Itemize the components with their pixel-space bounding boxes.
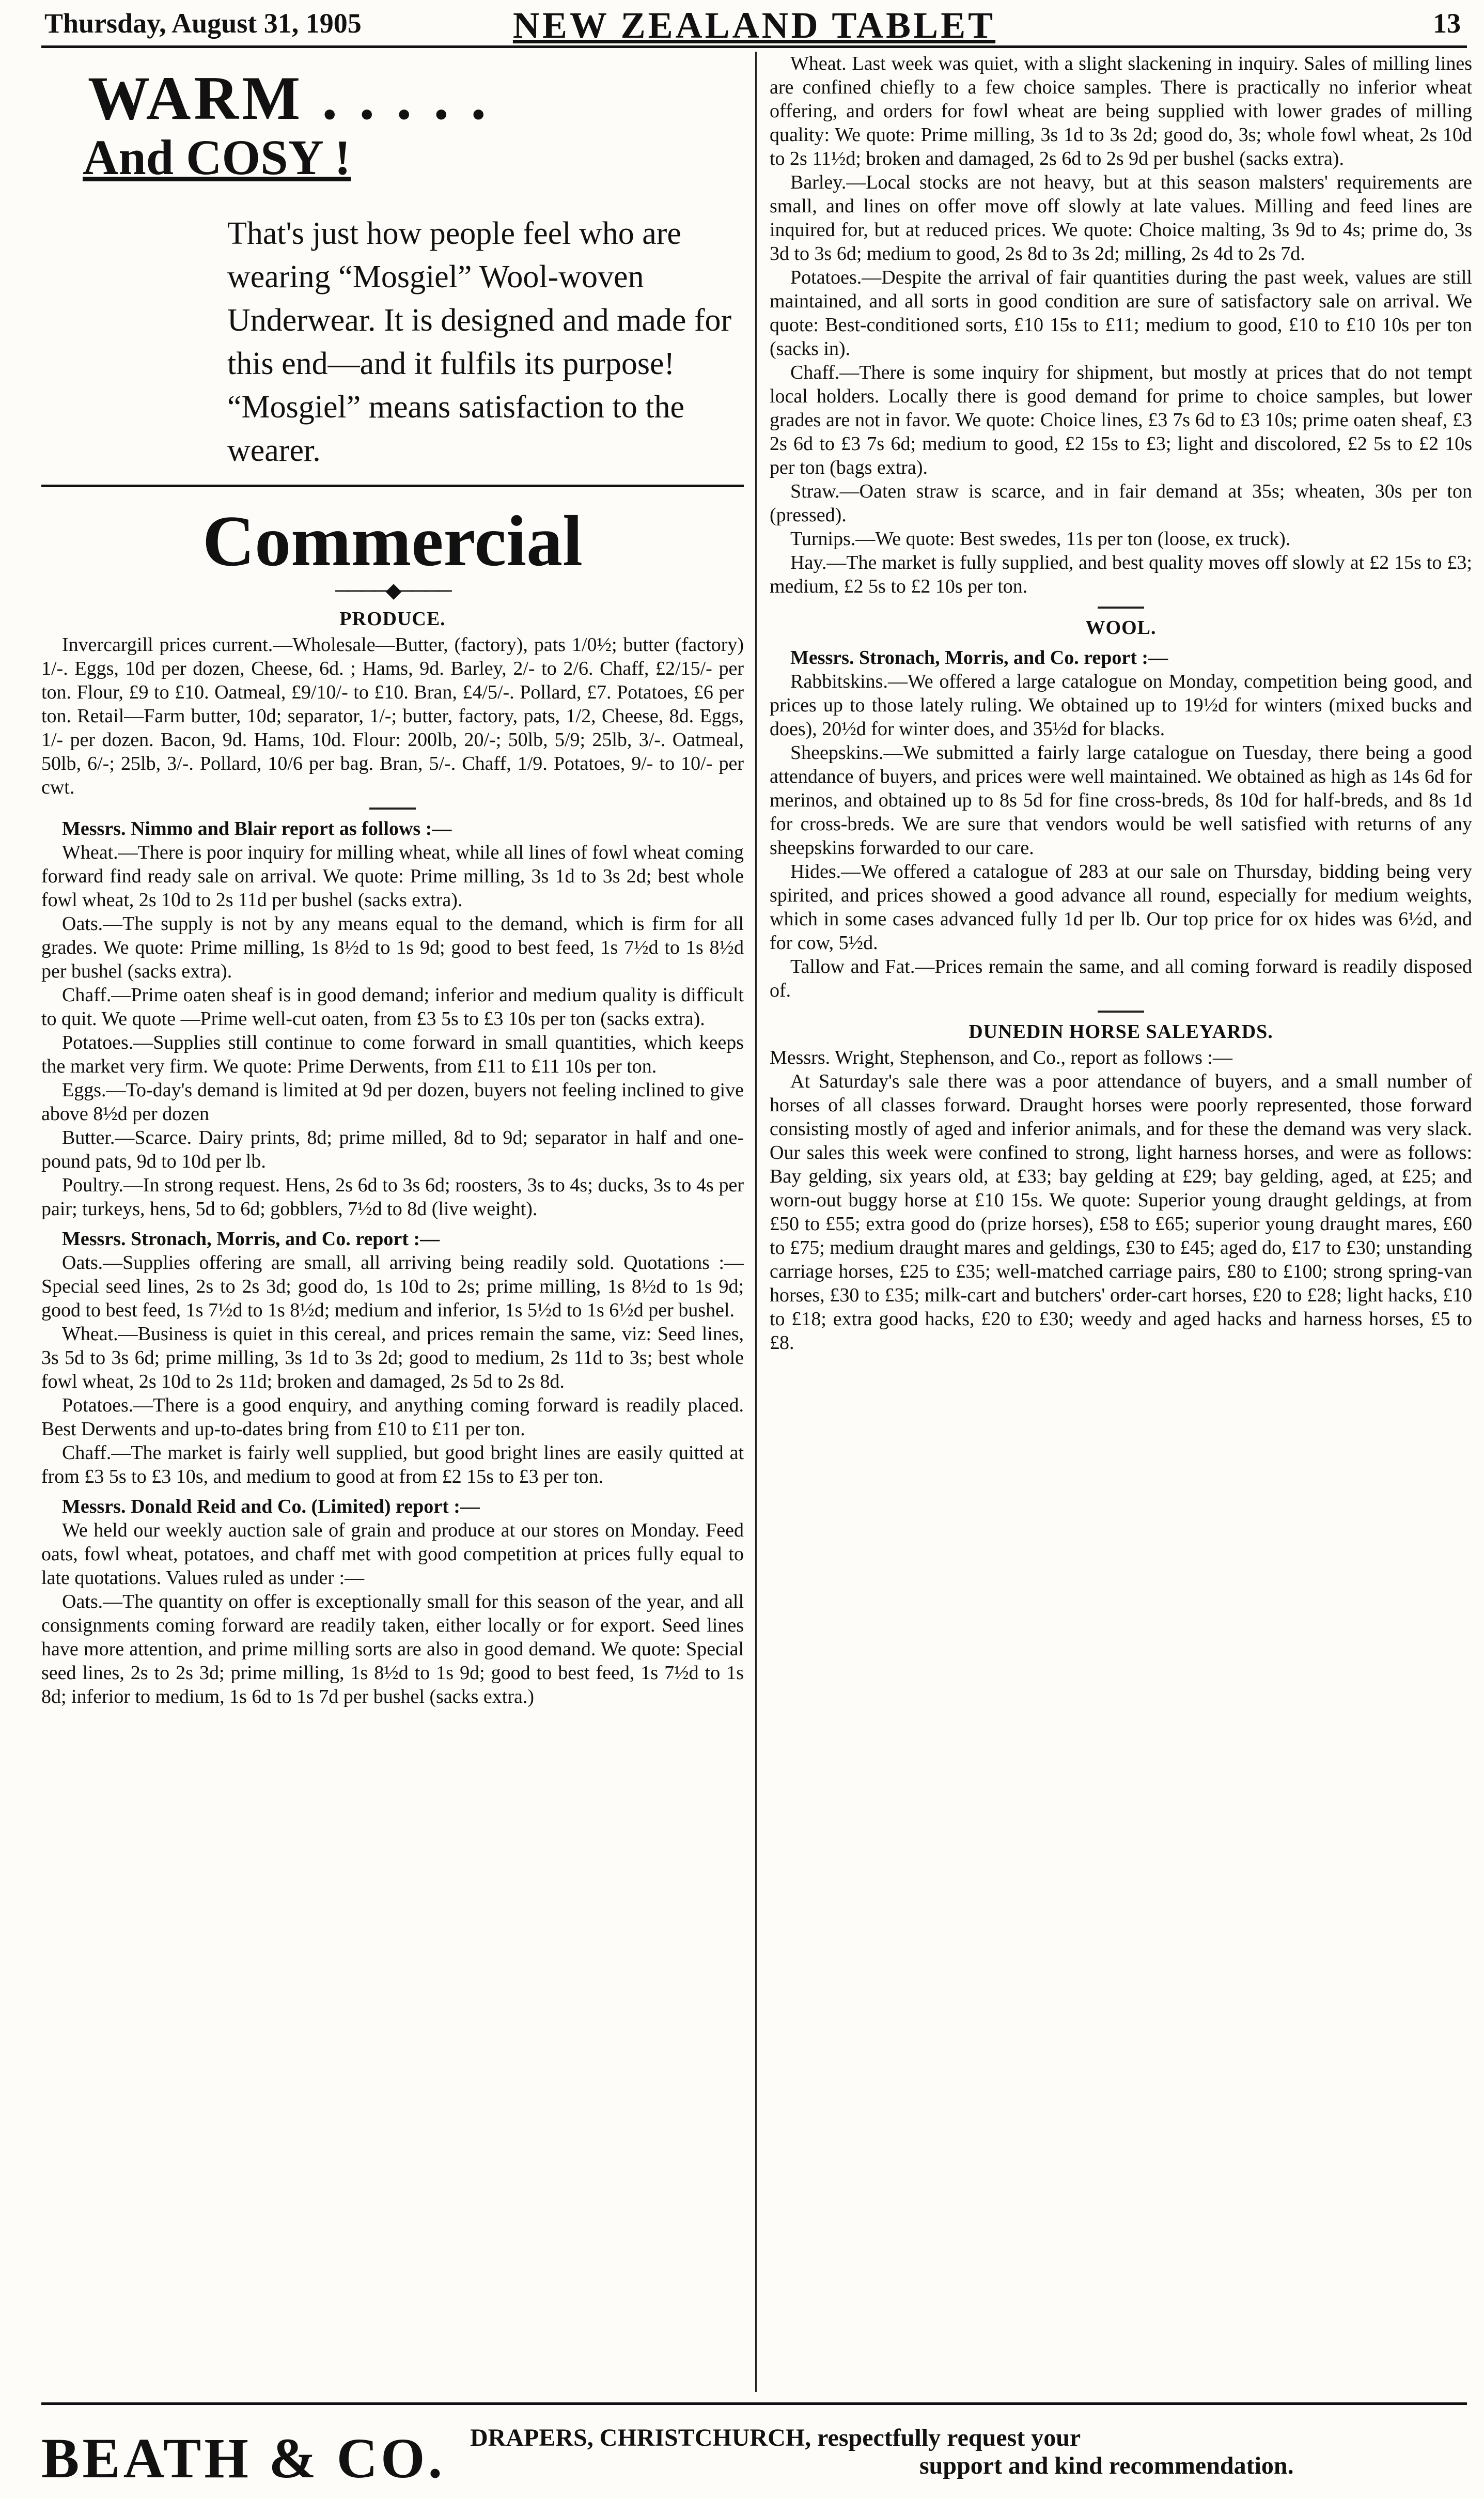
nimmo-paragraph: Butter.—Scarce. Dairy prints, 8d; prime milled, 8d to 9d; separator in half and one-pound pats, 9d to 10d per lb. (41, 1127, 744, 1172)
reid-paragraph: Oats.—The quantity on offer is exceptionally small for this season of the year, and all consignments coming forward are readily taken, either locally or for export. Seed lines have more attention, and prime milling sorts are also in good demand. We quote: Special seed lines, 2s to 2s 3d; prime milling, 1s 8½d to 1s 9d; good to best feed, 1s 7½d to 1s 8d; inferior to medium, 1s 6d to 1s 7d per bushel (sacks extra.) (41, 1591, 744, 1708)
advertiser-line-1: DRAPERS, CHRISTCHURCH, respectfully request your (470, 2424, 1081, 2451)
nimmo-paragraph: Poultry.—In strong request. Hens, 2s 6d to 3s 6d; roosters, 3s to 4s; ducks, 3s to 4s per pair; turkeys, hens, 5d to 6d; gobblers, 7½d to 8d (live weight). (41, 1174, 744, 1220)
column-divider (755, 52, 757, 2392)
issue-date: Thursday, August 31, 1905 (44, 8, 362, 39)
page-header (41, 4, 1467, 48)
nimmo-paragraph: Potatoes.—Supplies still continue to come forward in small quantities, which keeps the market very firm. We quote: Prime Derwents, from £11 to £11 10s per ton. (41, 1032, 744, 1077)
reid-report-title: Messrs. Donald Reid and Co. (Limited) report :— (62, 1496, 480, 1517)
short-rule (369, 808, 416, 810)
nimmo-paragraph: Oats.—The supply is not by any means equal to the demand, which is firm for all grades. We quote: Prime milling, 1s 8½d to 1s 9d; good to best feed, 1s 7½d to 1s 8½d per bushel (sacks extra). (41, 913, 744, 982)
wool-report-title: Messrs. Stronach, Morris, and Co. report :— (790, 647, 1168, 669)
horse-saleyards-heading: DUNEDIN HORSE SALEYARDS. (968, 1021, 1273, 1043)
section-title: Commercial (202, 501, 583, 581)
nimmo-paragraph: Eggs.—To-day's demand is limited at 9d per dozen, buyers not feeling inclined to give above 8½d per dozen (41, 1079, 744, 1125)
stronach-grain-paragraph: Oats.—Supplies offering are small, all arriving being readily sold. Quotations :—Special seed lines, 2s to 2s 3d; good do, 1s 10d to 2s; prime milling, 1s 8½d to 1s 9d; good to best feed, 1s 7½d to 1s 8½d; medium and inferior, 1s 5½d to 1s 6½d per bushel. (41, 1252, 744, 1321)
wool-paragraph: Sheepskins.—We submitted a fairly large catalogue on Tuesday, there being a good attendance of buyers, and prices were well maintained. We obtained as high as 14s 6d for merinos, and obtained up to 8s 5d for fine cross-breds, 8s 10d for half-breds, and 8s 1d for cross-breds. We are sure that vendors would be well satisfied with returns of any sheepskins forwarded to our care. (770, 742, 1472, 859)
horse-report-title: Messrs. Wright, Stephenson, and Co., report as follows :— (770, 1047, 1232, 1068)
footer-advertisement (41, 2402, 1467, 2498)
nimmo-paragraph: Wheat.—There is poor inquiry for milling wheat, while all lines of fowl wheat coming forward find ready sale on arrival. We quote: Prime milling, 3s 1d to 3s 2d; best whole fowl wheat, 2s 10d to 2s 11d per bushel (sacks extra). (41, 842, 744, 911)
reid-paragraph: Wheat. Last week was quiet, with a slight slackening in inquiry. Sales of milling lines are confined chiefly to a few choice samples. There is practically no inferior wheat offering, and orders for fowl wheat are being supplied with lower grades of milling quality: We quote: Prime milling, 3s 1d to 3s 2d; good do, 3s; whole fowl wheat, 2s 10d to 2s 11½d; broken and damaged, 2s 6d to 2s 9d per bushel (sacks extra). (770, 53, 1472, 169)
nimmo-paragraph: Chaff.—Prime oaten sheaf is in good demand; inferior and medium quality is difficult to quit. We quote —Prime well-cut oaten, from £3 5s to £3 10s per ton (sacks extra). (41, 984, 744, 1030)
reid-paragraph: Turnips.—We quote: Best swedes, 11s per ton (loose, ex truck). (790, 528, 1291, 550)
wool-paragraph: Hides.—We offered a catalogue of 283 at our sale on Thursday, bidding being very spirited, and prices showed a good advance all round, especially for medium weights, which in some cases advanced fully 1d per lb. Our top price for ox hides was 6½d, and for cow, 5½d. (770, 861, 1472, 954)
reid-paragraph: We held our weekly auction sale of grain and produce at our stores on Monday. Feed oats, fowl wheat, potatoes, and chaff met with good competition at prices fully equal to late quotations. Values ruled as under :— (41, 1519, 744, 1589)
ad-body: That's just how people feel who are wearing “Mosgiel” Wool-woven Underwear. It is designed and made for this end—and it fulfils its purpose! “Mosgiel” means satisfaction to the wearer. (227, 216, 732, 468)
reid-paragraph: Potatoes.—Despite the arrival of fair quantities during the past week, values are still maintained, and all sorts in good condition are sure of satisfactory sale on arrival. We quote: Best-conditioned sorts, £10 15s to £11; medium to good, £10 to £10 10s per ton (sacks in). (770, 267, 1472, 360)
ad-headline-cosy: And COSY ! (83, 130, 351, 185)
wool-paragraph: Rabbitskins.—We offered a large catalogue on Monday, competition being good, and prices up to those lately ruling. We obtained up to 19½d for winters (mixed bucks and does), 20½d for winter does, and 35½d for blacks. (770, 671, 1472, 740)
page-number: 13 (1433, 8, 1461, 39)
mosgiel-advertisement (41, 64, 744, 487)
produce-heading: PRODUCE. (339, 608, 446, 630)
horse-paragraph: At Saturday's sale there was a poor attendance of buyers, and a small number of horses of all classes forward. Draught horses were poorly represented, those forward consisting mostly of aged and inferior animals, and for these the demand was very slack. Our sales this week were confined to strong, light harness horses, and were as follows: Bay gelding, six years old, at £33; bay gelding at £29; bay gelding, aged, at £25; and worn-out buggy horse at £10 15s. We quote: Superior young draught geldings, at from £50 to £55; extra good do (prize horses), £58 to £65; superior young draught mares, £60 to £75; medium draught mares and geldings, £30 to £45; aged do, £17 to £30; unstanding carriage horses, £25 to £35; well-matched carriage pairs, £80 to £100; strong spring-van horses, £30 to £35; milk-cart and butchers' order-cart horses, £20 to £28; light hacks, £10 to £18; extra good hacks, £20 to £30; weedy and aged hacks and harness horses, £5 to £8. (770, 1070, 1472, 1354)
ad-headline-warm: WARM . . . . . (88, 64, 490, 132)
wool-paragraph: Tallow and Fat.—Prices remain the same, and all coming forward is readily disposed of. (770, 956, 1472, 1001)
stronach-grain-paragraph: Chaff.—The market is fairly well supplied, but good bright lines are easily quitted at from £3 5s to £3 10s, and medium to good at from £2 15s to £3 per ton. (41, 1442, 744, 1487)
short-rule (1098, 607, 1144, 609)
advertiser-name: BEATH & CO. (41, 2427, 446, 2490)
stronach-grain-paragraph: Potatoes.—There is a good enquiry, and anything coming forward is readily placed. Best Derwents and up-to-dates bring from £10 to £11 per ton. (41, 1394, 744, 1440)
reid-paragraph: Barley.—Local stocks are not heavy, but at this season malsters' requirements are small, and lines on offer move off slowly at late values. Milling and feed lines are inquired for, but at reduced prices. We quote: Choice malting, 3s 9d to 4s; prime do, 3s 3d to 3s 6d; medium to good, 2s 8d to 3s 2d; milling, 2s 4d to 2s 7d. (770, 172, 1472, 265)
stronach-grain-paragraph: Wheat.—Business is quiet in this cereal, and prices remain the same, viz: Seed lines, 3s 5d to 3s 6d; prime milling, 3s 1d to 3s 2d; good to medium, 2s 11d to 3s; best whole fowl wheat, 2s 10d to 2s 11d; broken and damaged, 2s 5d to 2s 8d. (41, 1323, 744, 1392)
ornament-divider: ────◆──── (335, 579, 450, 602)
reid-paragraph: Straw.—Oaten straw is scarce, and in fair demand at 35s; wheaten, 30s per ton (pressed). (770, 480, 1472, 526)
left-column (41, 52, 744, 1709)
stronach-grain-report-title: Messrs. Stronach, Morris, and Co. report :— (62, 1228, 440, 1250)
advertiser-line-2: support and kind recommendation. (919, 2452, 1294, 2479)
invercargill-prices: Invercargill prices current.—Wholesale—Butter, (factory), pats 1/0½; butter (factory) 1/-. Eggs, 10d per dozen, Cheese, 6d. ; Hams, 9d. Barley, 2/- to 2/6. Chaff, £2/15/- per ton. Flour, £9 to £10. Oatmeal, £9/10/- to £10. Bran, £4/5/-. Pollard, £7. Potatoes, £6 per ton. Retail—Farm butter, 10d; separator, 1/-; butter, factory, pats, 1/2, Cheese, 8d. Eggs, 1/- per dozen. Bacon, 9d. Hams, 10d. Flour: 200lb, 20/-; 50lb, 5/9; 25lb, 3/-. Oatmeal, 50lb, 6/-; 25lb, 3/-. Pollard, 10/6 per bag. Bran, 5/-. Chaff, 1/9. Potatoes, 9/- to 10/- per cwt. (41, 634, 744, 798)
nimmo-report-title: Messrs. Nimmo and Blair report as follows :— (62, 818, 452, 840)
short-rule (1098, 1011, 1144, 1013)
reid-paragraph: Chaff.—There is some inquiry for shipment, but mostly at prices that do not tempt local holders. Locally there is good demand for prime to choice samples, but lower grades are not in favor. We quote: Choice lines, £3 7s 6d to £3 10s; prime oaten sheaf, £3 2s 6d to £3 7s 6d; medium to good, £2 15s to £3; light and discolored, £2 5s to £2 10s per ton (bags extra). (770, 362, 1472, 478)
wool-heading: WOOL. (1085, 617, 1157, 639)
masthead: NEW ZEALAND TABLET (512, 5, 996, 46)
right-column (770, 52, 1472, 1355)
reid-paragraph: Hay.—The market is fully supplied, and best quality moves off slowly at £2 15s to £3; medium, £2 5s to £2 10s per ton. (770, 552, 1472, 597)
